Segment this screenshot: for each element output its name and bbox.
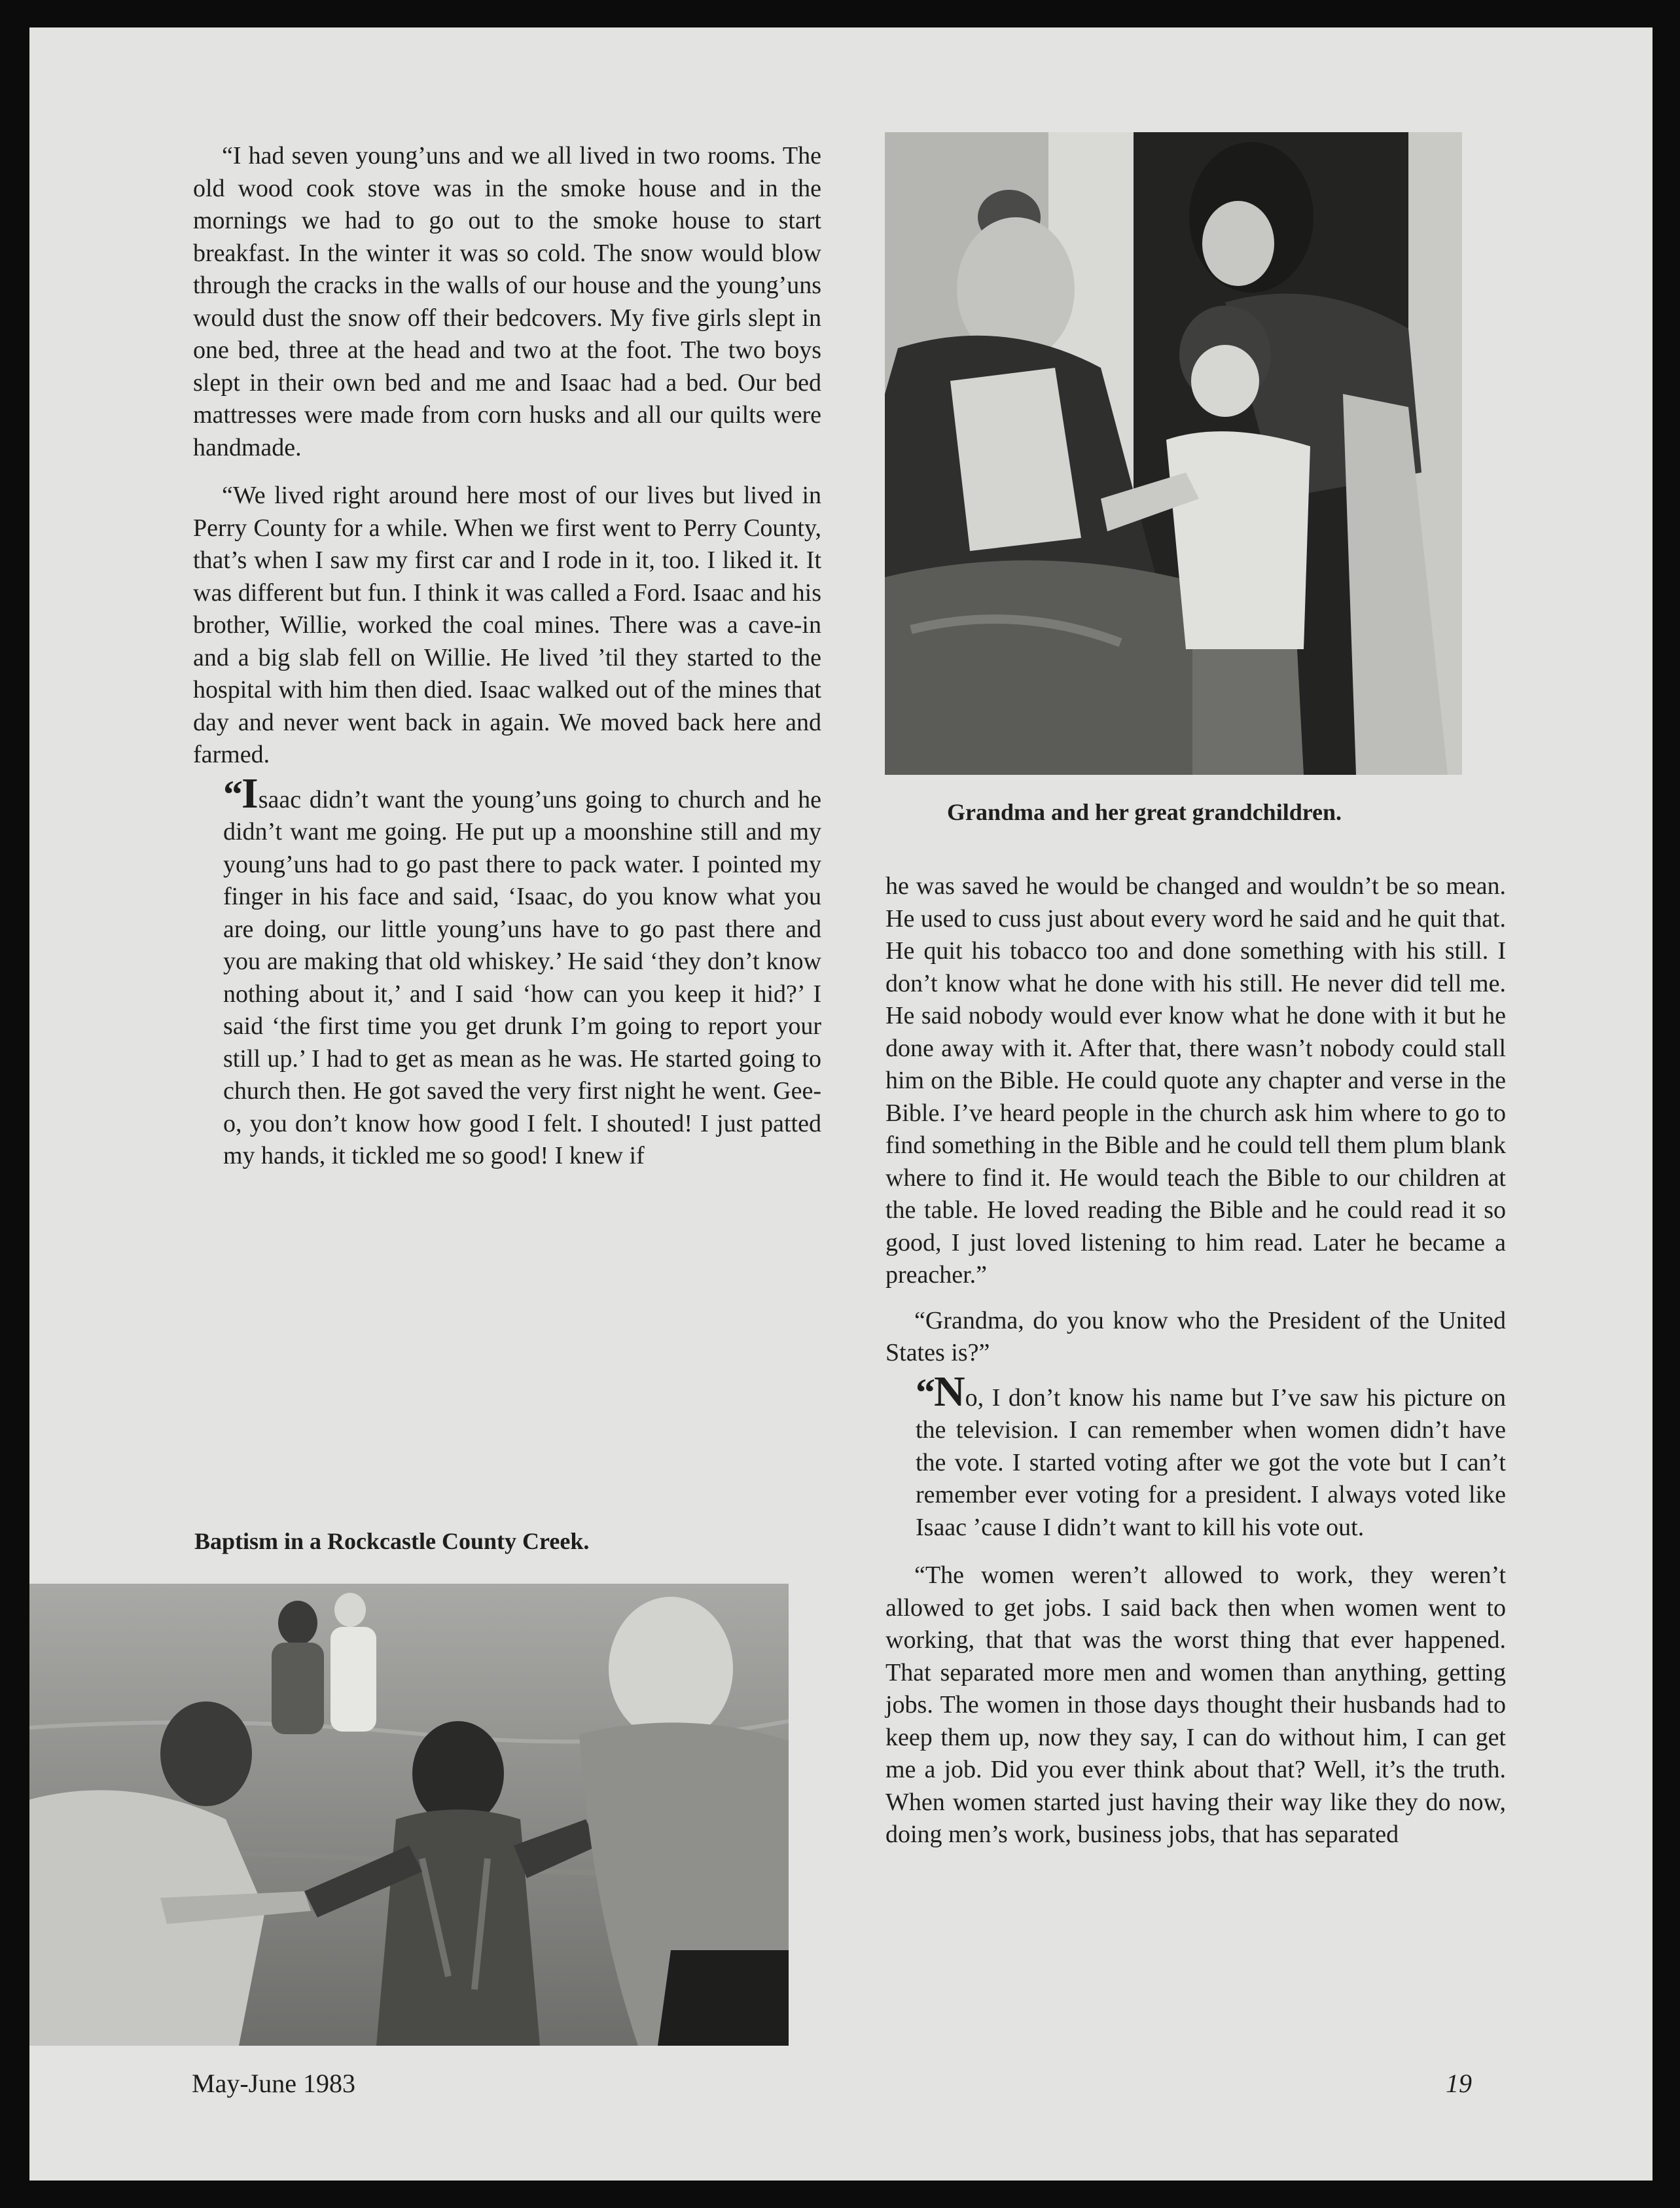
paragraph-isaac-still bbox=[193, 769, 821, 1173]
drop-quote-mark: “ bbox=[223, 772, 241, 816]
drop-quote-mark: “ bbox=[916, 1370, 934, 1414]
baptism-photo-illustration bbox=[29, 1584, 789, 2046]
caption-grandma: Grandma and her great grandchildren. bbox=[947, 799, 1342, 825]
drop-initial-n: N bbox=[934, 1367, 965, 1416]
paragraph-voting bbox=[885, 1367, 1506, 1544]
paragraph-president-question: “Grandma, do you know who the President of the United States is?” bbox=[885, 1306, 1506, 1366]
photo-baptism bbox=[29, 1584, 789, 2046]
caption-baptism: Baptism in a Rockcastle County Creek. bbox=[194, 1528, 590, 1554]
paragraph-women-work: “The women weren’t allowed to work, they weren’t allowed to get jobs. I said back then when women went to working, that that was the worst thing that ever happened. That separated more men and women than anything, getting jobs. The women in those days thought their husbands had to keep them up, now they say, I can do without him, I can get me a job. Did you ever think about that? Well, it’s the truth. When women started just having their way like they do now, doing men’s work, business jobs, that has separated bbox=[885, 1561, 1506, 1848]
paragraph-seven-younguns: “I had seven young’uns and we all lived in two rooms. The old wood cook stove was in the smoke house and in the mornings we had to go out to the smoke house to start breakfast. In the winter it was so cold. The snow would blow through the cracks in the walls of our house and the young’uns would dust the snow off their bedcovers. My five girls slept in one bed, three at the head and two at the foot. The two boys slept in their own bed and me and Isaac had a bed. Our bed mattresses were made from corn husks and all our quilts were handmade. bbox=[193, 142, 821, 461]
magazine-page bbox=[29, 27, 1653, 2181]
left-column bbox=[193, 140, 821, 1173]
right-column bbox=[885, 870, 1506, 1851]
paragraph-saved-preacher: he was saved he would be changed and wouldn’t be so mean. He used to cuss just about every word he said and he quit that. He quit his tobacco too and done something with his still. I don’t know what he done with his still. He never did tell me. He said nobody would ever know what he done with it but he done away with it. After that, there wasn’t nobody could stall him on the Bible. He could quote any chapter and verse in the Bible. I’ve heard people in the church ask him where to go to find something in the Bible and he could tell them plum blank where to find it. He would teach the Bible to our children at the table. He loved reading the Bible and he could read it so good, I just loved listening to him read. Later he became a preacher.” bbox=[885, 872, 1506, 1289]
footer-issue-date: May-June 1983 bbox=[192, 2069, 355, 2098]
paragraph-voting-text: o, I don’t know his name but I’ve saw his picture on the television. I can remember when women didn’t have the vote. I started voting after we got the vote but I can’t remember ever voting for a president. I always voted like Isaac ’cause I didn’t want to kill his vote out. bbox=[916, 1383, 1506, 1541]
page-number: 19 bbox=[1446, 2069, 1472, 2098]
grandma-photo-illustration bbox=[885, 132, 1462, 775]
drop-initial-i: I bbox=[241, 769, 259, 817]
paragraph-isaac-text: saac didn’t want the young’uns going to church and he didn’t want me going. He put up a moonshine still and my young’uns had to go past there to pack water. I pointed my finger in his face and said, ‘Isaac, do you know what you are doing, our little young’uns have to go past there and you are making that old whiskey.’ He said ‘they don’t know nothing about it,’ and I said ‘how can you keep it hid?’ I said ‘the first time you get drunk I’m going to report your still up.’ I had to get as mean as he was. He started going to church then. He got saved the very first night he went. Gee-o, you don’t know how good I felt. I shouted! I just patted my hands, it tickled me so good! I knew if bbox=[223, 785, 821, 1169]
paragraph-perry-county: “We lived right around here most of our lives but lived in Perry County for a while. When we first went to Perry County, that’s when I saw my first car and I rode in it, too. I liked it. It was different but fun. I think it was called a Ford. Isaac and his brother, Willie, worked the coal mines. There was a cave-in and a big slab fell on Willie. He lived ’til they started to the hospital with him then died. Isaac walked out of the mines that day and never went back in again. We moved back here and farmed. bbox=[193, 482, 821, 768]
photo-grandma bbox=[885, 132, 1462, 775]
